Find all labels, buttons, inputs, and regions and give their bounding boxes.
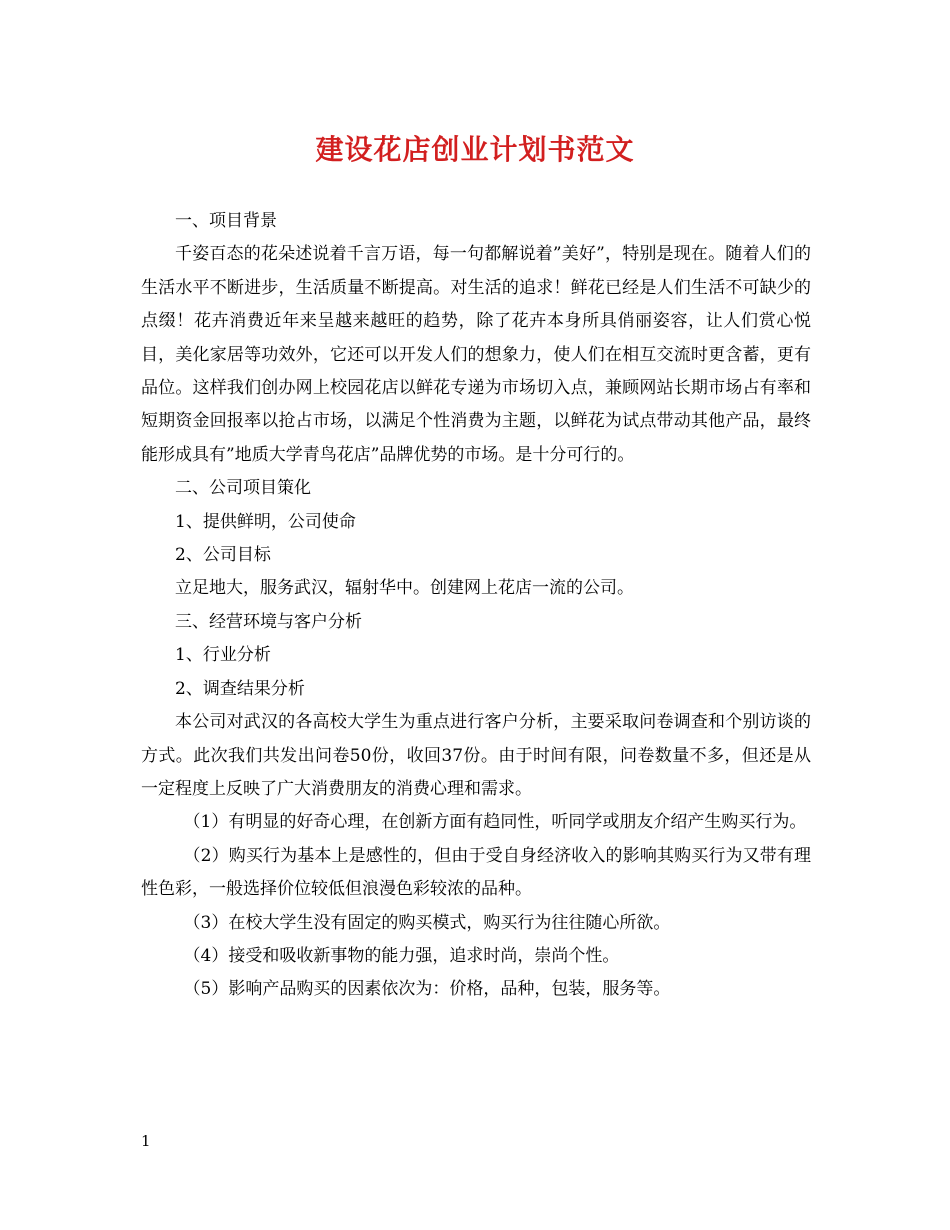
survey-finding-2: （2）购买行为基本上是感性的，但由于受自身经济收入的影响其购买行为又带有理性色彩，一般选择价位较低但浪漫色彩较浓的品种。: [141, 845, 811, 900]
paragraph-goals: 立足地大，服务武汉，辐射华中。创建网上花店一流的公司。: [175, 578, 634, 599]
survey-finding-1: （1）有明显的好奇心理，在创新方面有趋同性，听同学或朋友介绍产生购买行为。: [183, 812, 807, 833]
survey-finding-5: （5）影响产品购买的因素依次为：价格，品种，包装，服务等。: [183, 979, 671, 1000]
section-heading-company-planning: 二、公司项目策化: [175, 478, 311, 499]
list-item-industry-analysis: 1、行业分析: [175, 645, 271, 666]
list-item-goals: 2、公司目标: [175, 545, 271, 566]
survey-finding-3: （3）在校大学生没有固定的购买模式，购买行为往往随心所欲。: [183, 912, 671, 933]
paragraph-project-background: 千姿百态的花朵述说着千言万语，每一句都解说着”美好”，特别是现在。随着人们的生活水平不断进步，生活质量不断提高。对生活的追求！鲜花已经是人们生活不可缺少的点缀！花卉消费近年来呈越来越旺的趋势，除了花卉本身所具俏丽姿容，让人们赏心悦目，美化家居等功效外，它还可以开发人们的想象力，使人们在相互交流时更含蓄，更有品位。这样我们创办网上校园花店以鲜花专递为市场切入点，兼顾网站长期市场占有率和短期资金回报率以抢占市场，以满足个性消费为主题，以鲜花为试点带动其他产品，最终能形成具有”地质大学青鸟花店”品牌优势的市场。是十分可行的。: [141, 244, 811, 465]
section-heading-project-background: 一、项目背景: [175, 211, 277, 231]
list-item-survey-analysis: 2、调查结果分析: [175, 678, 305, 699]
survey-finding-4: （4）接受和吸收新事物的能力强，追求时尚，崇尚个性。: [183, 945, 620, 966]
document-title: 建设花店创业计划书范文: [315, 133, 635, 166]
document-body: [141, 205, 811, 1007]
page-number: 1: [141, 1132, 151, 1150]
list-item-mission: 1、提供鲜明，公司使命: [175, 511, 356, 532]
paragraph-survey: 本公司对武汉的各高校大学生为重点进行客户分析，主要采取问卷调查和个别访谈的方式。此次我们共发出问卷50份，收回37份。由于时间有限，问卷数量不多，但还是从一定程度上反映了广大消费朋友的消费心理和需求。: [141, 712, 811, 799]
section-heading-environment-analysis: 三、经营环境与客户分析: [175, 611, 362, 632]
